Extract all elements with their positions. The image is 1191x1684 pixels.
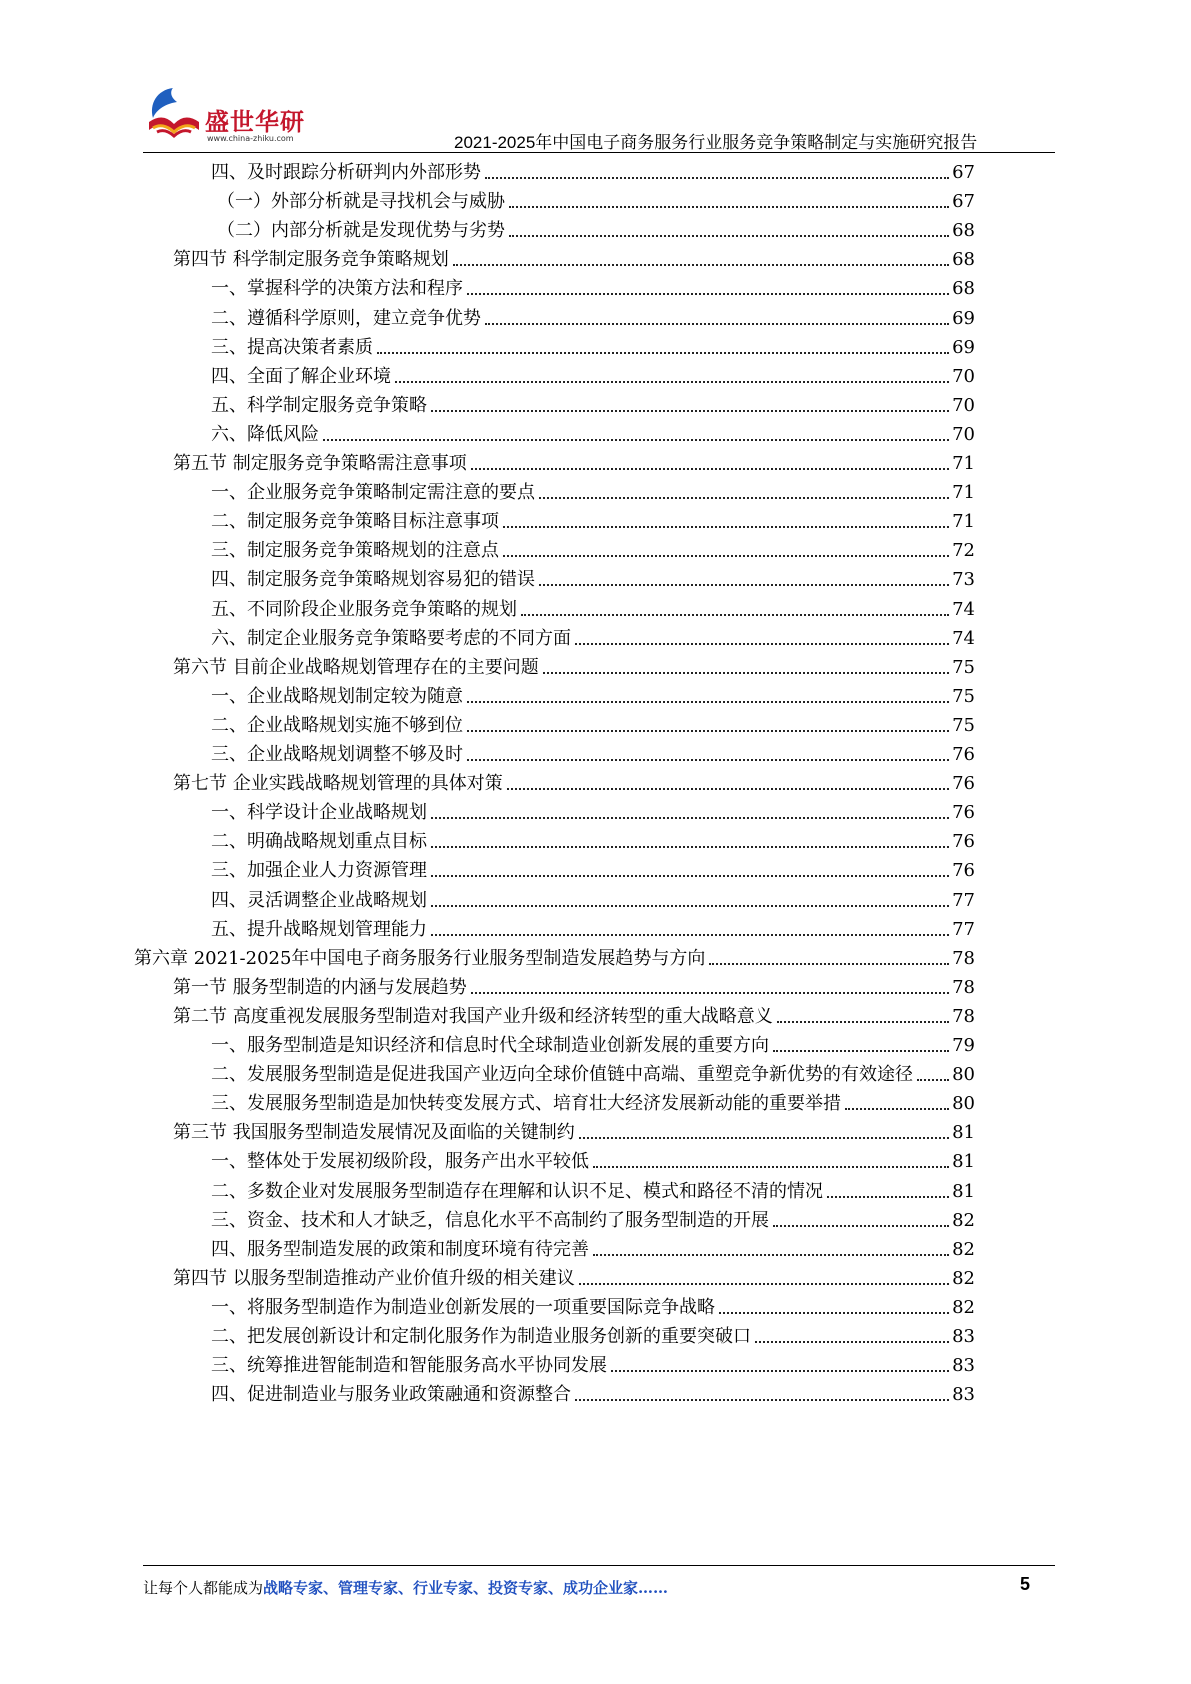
page-number: 5	[1020, 1574, 1031, 1594]
toc-entry[interactable]	[211, 335, 975, 359]
toc-page-number: 67	[952, 162, 975, 183]
toc-entry-label: 二、多数企业对发展服务型制造存在理解和认识不足、模式和路径不清的情况	[211, 1180, 823, 1202]
toc-entry-label: 三、企业战略规划调整不够及时	[211, 744, 463, 765]
toc-entry[interactable]	[173, 1120, 975, 1144]
toc-entry-label: 四、全面了解企业环境	[211, 365, 391, 387]
toc-leader-dots	[503, 526, 949, 528]
toc-entry-label: 一、科学设计企业战略规划	[211, 802, 427, 824]
toc-page-number: 68	[952, 278, 975, 300]
toc-entry[interactable]	[211, 509, 975, 533]
toc-entry-label: 一、整体处于发展初级阶段，服务产出水平较低	[211, 1151, 589, 1173]
toc-entry-label: 一、掌握科学的决策方法和程序	[211, 278, 463, 300]
footer-divider	[143, 1565, 1055, 1566]
toc-entry-label: 三、提高决策者素质	[211, 336, 373, 358]
toc-page-number: 82	[952, 1209, 975, 1231]
toc-page-number: 78	[952, 947, 975, 969]
toc-entry-label: 五、不同阶段企业服务竞争策略的规划	[211, 598, 517, 620]
toc-entry-label: 五、科学制定服务竞争策略	[211, 394, 427, 416]
toc-leader-dots	[539, 584, 949, 586]
toc-entry[interactable]	[211, 800, 975, 824]
toc-entry[interactable]	[173, 1266, 975, 1290]
toc-entry-label: 第一节 服务型制造的内涵与发展趋势	[173, 976, 467, 998]
toc-leader-dots	[467, 701, 949, 703]
toc-entry[interactable]	[211, 1295, 975, 1319]
toc-page-number: 75	[952, 685, 975, 707]
toc-entry-label: 第六节 目前企业战略规划管理存在的主要问题	[173, 656, 539, 678]
toc-entry-label: 三、加强企业人力资源管理	[211, 860, 427, 882]
toc-entry[interactable]	[173, 451, 975, 475]
toc-leader-dots	[467, 730, 949, 732]
toc-entry-label: 二、企业战略规划实施不够到位	[211, 714, 463, 736]
toc-leader-dots	[719, 1312, 949, 1314]
toc-leader-dots	[827, 1196, 949, 1198]
toc-leader-dots	[917, 1079, 949, 1081]
toc-page-number: 71	[952, 453, 975, 474]
toc-entry-label: 第六章 2021-2025年中国电子商务服务行业服务型制造发展趋势与方向	[134, 947, 706, 969]
toc-entry[interactable]	[211, 1208, 975, 1232]
toc-entry[interactable]	[211, 1149, 975, 1173]
toc-leader-dots	[485, 323, 949, 325]
toc-entry[interactable]	[211, 684, 975, 708]
header-divider	[143, 152, 1055, 153]
toc-page-number: 78	[952, 976, 975, 998]
toc-page-number: 76	[952, 831, 975, 853]
toc-entry[interactable]	[211, 1062, 975, 1086]
brand-logo	[143, 82, 313, 152]
toc-entry[interactable]	[211, 888, 975, 912]
toc-leader-dots	[471, 992, 949, 994]
toc-page-number: 80	[952, 1064, 975, 1086]
toc-leader-dots	[543, 672, 949, 674]
toc-entry-label: 三、发展服务型制造是加快转变发展方式、培育壮大经济发展新动能的重要举措	[211, 1093, 841, 1115]
toc-page-number: 79	[952, 1035, 975, 1056]
toc-entry-label: 四、服务型制造发展的政策和制度环境有待完善	[211, 1238, 589, 1260]
toc-entry[interactable]	[134, 946, 975, 970]
toc-entry-label: 六、制定企业服务竞争策略要考虑的不同方面	[211, 627, 571, 649]
toc-page-number: 71	[952, 482, 975, 504]
toc-entry-label: 二、明确战略规划重点目标	[211, 831, 427, 853]
toc-page-number: 82	[952, 1267, 975, 1289]
toc-entry-label: 一、企业战略规划制定较为随意	[211, 685, 463, 707]
toc-entry-label: 二、制定服务竞争策略目标注意事项	[211, 511, 499, 533]
toc-page-number: 70	[952, 423, 975, 445]
toc-entry[interactable]	[173, 1004, 975, 1028]
toc-leader-dots	[593, 1254, 949, 1256]
logo-url: www.china-zhiku.com	[207, 134, 294, 143]
logo-wordmark: 盛世华研	[205, 108, 305, 136]
toc-entry[interactable]	[211, 1179, 975, 1203]
toc-entry[interactable]	[211, 1353, 975, 1377]
toc-entry-label: 三、制定服务竞争策略规划的注意点	[211, 540, 499, 562]
toc-leader-dots	[323, 439, 949, 441]
toc-entry[interactable]	[211, 364, 975, 388]
toc-entry-label: 第五节 制定服务竞争策略需注意事项	[173, 453, 467, 474]
toc-leader-dots	[431, 905, 949, 907]
toc-entry[interactable]	[173, 771, 975, 795]
toc-entry[interactable]	[211, 858, 975, 882]
toc-page-number: 69	[952, 307, 975, 329]
toc-entry[interactable]	[173, 975, 975, 999]
toc-entry-label: 第四节 科学制定服务竞争策略规划	[173, 249, 449, 271]
toc-leader-dots	[485, 177, 949, 179]
toc-leader-dots	[431, 817, 949, 819]
toc-entry[interactable]	[211, 276, 975, 300]
logo-book-icon	[143, 82, 205, 144]
toc-entry[interactable]	[211, 713, 975, 737]
toc-page-number: 74	[952, 598, 975, 620]
toc-page-number: 81	[952, 1151, 975, 1173]
toc-entry[interactable]	[217, 218, 975, 242]
toc-entry-label: 第七节 企业实践战略规划管理的具体对策	[173, 773, 503, 795]
toc-page-number: 73	[952, 569, 975, 591]
toc-entry[interactable]	[173, 247, 975, 271]
toc-leader-dots	[467, 293, 949, 295]
toc-leader-dots	[471, 468, 949, 470]
footer-slogan-prefix: 让每个人都能成为	[143, 1579, 264, 1597]
toc-page-number: 81	[952, 1122, 975, 1144]
toc-entry-label: 四、制定服务竞争策略规划容易犯的错误	[211, 569, 535, 591]
toc-entry[interactable]	[211, 1091, 975, 1115]
toc-leader-dots	[431, 846, 949, 848]
toc-entry-label: 第三节 我国服务型制造发展情况及面临的关键制约	[173, 1122, 575, 1144]
toc-entry[interactable]	[211, 393, 975, 417]
toc-page-number: 77	[952, 918, 975, 940]
toc-page-number: 76	[952, 860, 975, 882]
toc-entry[interactable]	[211, 1033, 975, 1057]
toc-page-number: 70	[952, 365, 975, 387]
toc-entry[interactable]	[211, 626, 975, 650]
toc-entry[interactable]	[211, 597, 975, 621]
toc-leader-dots	[539, 497, 949, 499]
toc-page-number: 70	[952, 394, 975, 416]
toc-leader-dots	[575, 1399, 949, 1401]
toc-entry-label: 四、促进制造业与服务业政策融通和资源整合	[211, 1384, 571, 1406]
toc-entry-label: （一）外部分析就是寻找机会与威胁	[217, 191, 505, 213]
toc-page-number: 76	[952, 802, 975, 824]
toc-entry-label: 四、灵活调整企业战略规划	[211, 889, 427, 911]
footer-slogan	[143, 1577, 668, 1598]
toc-entry-label: 三、资金、技术和人才缺乏，信息化水平不高制约了服务型制造的开展	[211, 1209, 769, 1231]
toc-entry[interactable]	[211, 917, 975, 941]
toc-leader-dots	[845, 1108, 949, 1110]
toc-entry-label: 二、遵循科学原则，建立竞争优势	[211, 307, 481, 329]
toc-entry-label: 第二节 高度重视发展服务型制造对我国产业升级和经济转型的重大战略意义	[173, 1005, 773, 1027]
report-title: 2021-2025年中国电子商务服务行业服务竞争策略制定与实施研究报告	[454, 133, 978, 152]
toc-entry-label: 二、发展服务型制造是促进我国产业迈向全球价值链中高端、重塑竞争新优势的有效途径	[211, 1064, 913, 1086]
toc-entry-label: 一、企业服务竞争策略制定需注意的要点	[211, 482, 535, 504]
toc-page-number: 81	[952, 1180, 975, 1202]
toc-leader-dots	[503, 555, 949, 557]
toc-page-number: 67	[952, 191, 975, 213]
toc-entry[interactable]	[173, 655, 975, 679]
toc-page-number: 77	[952, 889, 975, 911]
toc-entry[interactable]	[211, 567, 975, 591]
toc-page-number: 75	[952, 656, 975, 678]
toc-entry-label: 第四节 以服务型制造推动产业价值升级的相关建议	[173, 1267, 575, 1289]
toc-entry[interactable]	[211, 1237, 975, 1261]
toc-entry[interactable]	[211, 829, 975, 853]
toc-leader-dots	[579, 1283, 949, 1285]
toc-entry-label: 六、降低风险	[211, 423, 319, 445]
toc-entry[interactable]	[211, 306, 975, 330]
toc-page-number: 76	[952, 744, 975, 765]
toc-page-number: 82	[952, 1238, 975, 1260]
toc-entry[interactable]	[211, 160, 975, 184]
toc-leader-dots	[395, 381, 949, 383]
footer-slogan-emphasis: 战略专家、管理专家、行业专家、投资专家、成功企业家……	[263, 1579, 669, 1597]
toc-entry[interactable]	[211, 538, 975, 562]
toc-page-number: 68	[952, 220, 975, 242]
toc-leader-dots	[521, 614, 949, 616]
toc-entry-label: 一、将服务型制造作为制造业创新发展的一项重要国际竞争战略	[211, 1296, 715, 1318]
toc-page-number: 71	[952, 511, 975, 533]
toc-leader-dots	[507, 788, 949, 790]
toc-entry-label: （二）内部分析就是发现优势与劣势	[217, 220, 505, 242]
toc-page-number: 74	[952, 627, 975, 649]
toc-entry-label: 三、统筹推进智能制造和智能服务高水平协同发展	[211, 1355, 607, 1377]
toc-page-number: 68	[952, 249, 975, 271]
toc-entry[interactable]	[211, 1324, 975, 1348]
toc-leader-dots	[377, 352, 949, 354]
toc-leader-dots	[431, 934, 949, 936]
toc-page-number: 83	[952, 1384, 975, 1406]
toc-page-number: 76	[952, 773, 975, 795]
toc-leader-dots	[579, 1137, 949, 1139]
toc-entry-label: 一、服务型制造是知识经济和信息时代全球制造业创新发展的重要方向	[211, 1035, 769, 1056]
toc-leader-dots	[709, 963, 949, 965]
toc-leader-dots	[509, 206, 949, 208]
toc-leader-dots	[777, 1021, 949, 1023]
toc-entry-label: 五、提升战略规划管理能力	[211, 918, 427, 940]
toc-leader-dots	[755, 1341, 949, 1343]
toc-entry[interactable]	[211, 480, 975, 504]
toc-page-number: 69	[952, 336, 975, 358]
toc-leader-dots	[773, 1225, 949, 1227]
toc-leader-dots	[431, 875, 949, 877]
toc-entry[interactable]	[211, 1382, 975, 1406]
toc-leader-dots	[593, 1166, 949, 1168]
toc-leader-dots	[575, 643, 949, 645]
toc-leader-dots	[467, 759, 949, 761]
toc-page-number: 72	[952, 540, 975, 562]
toc-page-number: 80	[952, 1093, 975, 1115]
toc-entry[interactable]	[211, 742, 975, 766]
toc-entry[interactable]	[217, 189, 975, 213]
toc-page-number: 82	[952, 1296, 975, 1318]
toc-leader-dots	[773, 1050, 949, 1052]
toc-leader-dots	[453, 264, 949, 266]
toc-entry-label: 四、及时跟踪分析研判内外部形势	[211, 162, 481, 183]
toc-leader-dots	[509, 235, 949, 237]
toc-page-number: 83	[952, 1355, 975, 1377]
toc-leader-dots	[611, 1370, 949, 1372]
toc-page-number: 83	[952, 1326, 975, 1347]
toc-page-number: 78	[952, 1005, 975, 1027]
toc-page-number: 75	[952, 714, 975, 736]
toc-leader-dots	[431, 410, 949, 412]
toc-entry[interactable]	[211, 422, 975, 446]
toc-entry-label: 二、把发展创新设计和定制化服务作为制造业服务创新的重要突破口	[211, 1326, 751, 1347]
